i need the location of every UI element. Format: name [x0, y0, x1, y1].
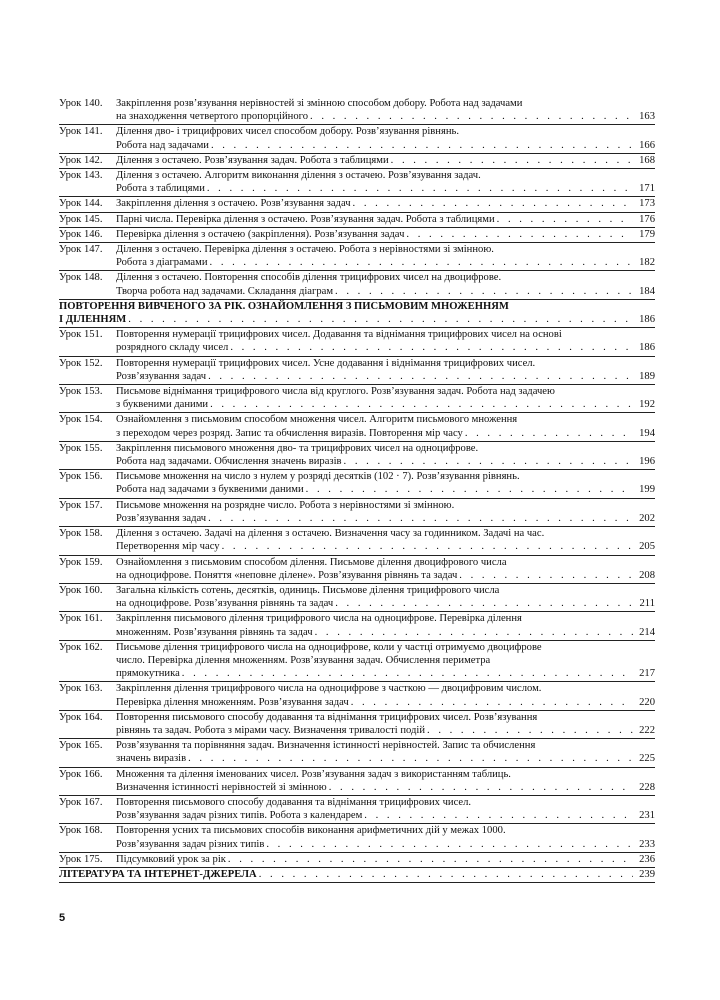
entry-body — [116, 243, 655, 269]
entry-body — [116, 470, 655, 496]
entry-line: на знаходження четвертого пропорційного — [116, 111, 309, 123]
dot-leader — [188, 752, 633, 765]
page-ref: 205 — [639, 541, 655, 553]
toc-entry — [59, 97, 655, 123]
dot-leader — [210, 256, 633, 269]
page-ref: 189 — [639, 370, 655, 382]
page-ref: 228 — [639, 781, 655, 793]
dot-leader — [351, 696, 633, 709]
lesson-label: Урок 159. — [59, 556, 103, 568]
toc-entry — [59, 243, 655, 269]
entry-last-line — [116, 483, 655, 496]
page-ref: 222 — [639, 724, 655, 736]
entry-last-line — [116, 182, 655, 195]
lesson-label: Урок 175. — [59, 853, 103, 865]
entry-line: Письмове ділення трицифрового числа на одноцифрове, коли у частці отримуємо двоцифрове — [116, 641, 542, 653]
dot-leader — [208, 370, 633, 383]
toc-entry — [59, 739, 655, 765]
entry-last-line — [116, 285, 655, 298]
entry-line: Повторення письмового способу додавання та віднімання трицифрових чисел. — [116, 796, 472, 808]
entry-line: Перевірка ділення множенням. Розв’язування задач — [116, 696, 349, 708]
entry-last-line — [116, 455, 655, 468]
page-ref: 208 — [639, 569, 655, 581]
entry-body — [116, 768, 655, 794]
entry-last-line — [116, 398, 655, 411]
divider — [59, 882, 655, 883]
entry-line: Підсумковий урок за рік — [116, 853, 226, 865]
entry-line: Закріплення розв’язування нерівностей зі змінною способом добору. Робота над задачами — [116, 98, 523, 109]
dot-leader — [211, 139, 633, 152]
entry-last-line — [116, 667, 655, 680]
entry-body — [116, 711, 655, 737]
entry-line: Творча робота над задачами. Складання діаграм — [116, 285, 334, 297]
dot-leader — [335, 597, 633, 610]
entry-line: Ділення з остачею. Задачі на ділення з остачею. Визначення часу за годинником. Задачі на час. — [116, 528, 545, 540]
page-ref: 225 — [639, 753, 655, 765]
dot-leader — [329, 781, 633, 794]
entry-body — [116, 385, 655, 411]
lesson-label: Урок 167. — [59, 796, 103, 808]
lesson-label: Урок 162. — [59, 641, 103, 653]
lesson-label: Урок 140. — [59, 98, 103, 109]
dot-leader — [465, 427, 633, 440]
lesson-label: Урок 146. — [59, 228, 103, 240]
entry-line: Ділення з остачею. Розв’язування задач. Робота з таблицями — [116, 154, 389, 166]
entry-body — [116, 125, 655, 151]
entry-last-line — [116, 139, 655, 152]
entry-line: число. Перевірка ділення множенням. Розв’язування задач. Обчислення периметра — [116, 654, 491, 666]
entry-line: Закріплення письмового множення дво- та трицифрових чисел на одноцифрове. — [116, 442, 479, 454]
toc-entry — [59, 711, 655, 737]
entry-last-line — [116, 512, 655, 525]
dot-leader — [266, 838, 633, 851]
page-ref: 231 — [639, 810, 655, 822]
lesson-label: Урок 160. — [59, 584, 103, 596]
entry-last-line — [116, 696, 655, 709]
lesson-label: Урок 152. — [59, 357, 103, 369]
entry-line: Закріплення письмового ділення трицифрового числа на одноцифрове. Перевірка ділення — [116, 613, 522, 625]
toc-entry — [59, 328, 655, 354]
entry-last-line — [116, 540, 655, 553]
entry-line: Закріплення ділення трицифрового числа на одноцифрове з часткою — двоцифровим числом. — [116, 683, 542, 695]
entry-line: Повторення нумерації трицифрових чисел. Додавання та віднімання трицифрових чисел на основі — [116, 329, 562, 341]
entry-line: Письмове віднімання трицифрового числа від круглого. Розв’язування задач. Робота над задачею — [116, 386, 555, 398]
dot-leader — [208, 512, 633, 525]
entry-body — [116, 641, 655, 681]
entry-last-line — [116, 781, 655, 794]
lesson-label: Урок 151. — [59, 329, 103, 341]
entry-body — [116, 328, 655, 354]
dot-leader — [427, 724, 633, 737]
entry-last-line — [116, 626, 655, 639]
lesson-label: Урок 144. — [59, 198, 103, 210]
toc-entry — [59, 271, 655, 297]
entry-body — [116, 796, 655, 822]
entry-line: на одноцифрове. Розв’язування рівнянь та задач — [116, 598, 334, 610]
page-ref: 186 — [639, 314, 655, 326]
entry-body — [59, 300, 655, 326]
dot-leader — [310, 110, 633, 123]
entry-last-line — [116, 197, 655, 210]
entry-line: Ділення з остачею. Повторення способів ділення трицифрових чисел на двоцифрове. — [116, 272, 502, 284]
entry-line: Ділення дво- і трицифрових чисел способом добору. Розв’язування рівнянь. — [116, 126, 459, 138]
entry-last-line — [116, 427, 655, 440]
dot-leader — [315, 626, 633, 639]
page-ref: 236 — [639, 853, 655, 865]
entry-body — [116, 197, 655, 210]
lesson-label: Урок 154. — [59, 414, 103, 426]
page-ref: 176 — [639, 213, 655, 225]
entry-line: ПОВТОРЕННЯ ВИВЧЕНОГО ЗА РІК. ОЗНАЙОМЛЕННЯ З ПИСЬМОВИМ МНОЖЕННЯМ — [59, 300, 509, 312]
dot-leader — [259, 868, 633, 881]
dot-leader — [344, 455, 633, 468]
page-ref: 233 — [639, 838, 655, 850]
dot-leader — [228, 853, 633, 866]
dot-leader — [364, 809, 633, 822]
entry-last-line — [116, 256, 655, 269]
toc-entry — [59, 853, 655, 866]
toc-entry — [59, 442, 655, 468]
entry-line: Повторення письмового способу додавання та віднімання трицифрових чисел. Розв’язування — [116, 711, 538, 723]
page-ref: 194 — [639, 427, 655, 439]
entry-line: рівнянь та задач. Робота з мірами часу. Визначення тривалості подій — [116, 724, 426, 736]
entry-body — [116, 97, 655, 123]
page-ref: 163 — [639, 111, 655, 123]
entry-line: Робота над задачами. Обчислення значень виразів — [116, 456, 342, 468]
entry-body — [116, 169, 655, 195]
dot-leader — [306, 483, 633, 496]
page-ref: 217 — [639, 668, 655, 680]
entry-body — [116, 271, 655, 297]
entry-body — [116, 824, 655, 850]
entry-last-line — [116, 809, 655, 822]
entry-last-line — [116, 597, 655, 610]
page-ref: 184 — [639, 285, 655, 297]
toc-entry — [59, 682, 655, 708]
entry-last-line — [116, 853, 655, 866]
entry-line: Повторення нумерації трицифрових чисел. Усне додавання і віднімання трицифрових чисел. — [116, 357, 536, 369]
lesson-label: Урок 142. — [59, 154, 103, 166]
entry-body — [116, 442, 655, 468]
entry-body — [116, 612, 655, 638]
dot-leader — [406, 228, 633, 241]
entry-last-line — [59, 868, 655, 881]
entry-body — [116, 739, 655, 765]
entry-line: Розв’язування та порівняння задач. Визначення істинності нерівностей. Запис та обчислення — [116, 740, 536, 752]
lesson-label: Урок 147. — [59, 244, 103, 256]
page-ref: 168 — [639, 154, 655, 166]
lesson-label: Урок 163. — [59, 683, 103, 695]
entry-last-line — [116, 724, 655, 737]
toc-entry — [59, 824, 655, 850]
page-ref: 192 — [639, 399, 655, 411]
entry-body — [116, 499, 655, 525]
entry-line: Розв’язування задач — [116, 370, 207, 382]
entry-line: Письмове множення на число з нулем у розряді десятків (102 · 7). Розв’язування рівнянь. — [116, 471, 520, 483]
entry-line: Закріплення ділення з остачею. Розв’язування задач — [116, 198, 351, 210]
dot-leader — [335, 285, 633, 298]
table-of-contents — [59, 97, 655, 883]
entry-last-line — [59, 313, 655, 326]
entry-line: Ознайомлення з письмовим способом ділення. Письмове ділення двоцифрового числа — [116, 556, 507, 568]
entry-line: Парні числа. Перевірка ділення з остачею. Розв’язування задач. Робота з таблицями — [116, 213, 495, 225]
entry-body — [116, 154, 655, 167]
page-ref: 214 — [639, 626, 655, 638]
page-ref: 211 — [639, 598, 655, 610]
toc-entry — [59, 197, 655, 210]
toc-entry — [59, 154, 655, 167]
lesson-label: Урок 141. — [59, 126, 103, 138]
entry-line: Ознайомлення з письмовим способом множення чисел. Алгоритм письмового множення — [116, 414, 518, 426]
toc-entry — [59, 213, 655, 226]
page-ref: 166 — [639, 139, 655, 151]
entry-line: Перетворення мір часу — [116, 541, 220, 553]
lesson-label: Урок 161. — [59, 613, 103, 625]
dot-leader — [497, 213, 633, 226]
toc-entry — [59, 385, 655, 411]
toc-entry — [59, 768, 655, 794]
page-ref: 202 — [639, 512, 655, 524]
entry-line: Робота з діаграмами — [116, 257, 208, 269]
entry-last-line — [116, 154, 655, 167]
entry-body — [116, 853, 655, 866]
dot-leader — [207, 182, 633, 195]
page-number: 5 — [59, 912, 66, 924]
lesson-label: Урок 143. — [59, 170, 103, 182]
dot-leader — [128, 313, 633, 326]
toc-entry — [59, 125, 655, 151]
toc-entry — [59, 584, 655, 610]
entry-line: Розв’язування задач — [116, 512, 207, 524]
toc-entry — [59, 796, 655, 822]
toc-entry — [59, 413, 655, 439]
lesson-label: Урок 164. — [59, 711, 103, 723]
lesson-label: Урок 148. — [59, 272, 103, 284]
lesson-label: Урок 158. — [59, 528, 103, 540]
dot-leader — [182, 667, 633, 680]
entry-line: Повторення усних та письмових способів виконання арифметичних дій у межах 1000. — [116, 825, 506, 837]
entry-line: Робота над задачами — [116, 139, 209, 151]
lesson-label: Урок 156. — [59, 471, 103, 483]
entry-line: на одноцифрове. Поняття «неповне ділене». Розв’язування рівнянь та задач — [116, 569, 458, 581]
entry-line: Визначення істинності нерівностей зі змінною — [116, 781, 327, 793]
page-ref: 179 — [639, 228, 655, 240]
lesson-label: Урок 157. — [59, 499, 103, 511]
entry-body — [116, 556, 655, 582]
entry-line: з переходом через розряд. Запис та обчислення виразів. Повторення мір часу — [116, 427, 463, 439]
entry-line: множенням. Розв’язування рівнянь та задач — [116, 626, 313, 638]
entry-last-line — [116, 341, 655, 354]
page-ref: 196 — [639, 456, 655, 468]
lesson-label: Урок 168. — [59, 825, 103, 837]
entry-line: Множення та ділення іменованих чисел. Розв’язування задач з використанням таблиць. — [116, 768, 511, 780]
entry-line: з буквеними даними — [116, 399, 209, 411]
toc-entry — [59, 499, 655, 525]
dot-leader — [353, 197, 633, 210]
toc-section — [59, 300, 655, 326]
entry-line: прямокутника — [116, 668, 180, 680]
lesson-label: Урок 145. — [59, 213, 103, 225]
page-ref: 171 — [639, 183, 655, 195]
page-ref: 220 — [639, 696, 655, 708]
lesson-label: Урок 165. — [59, 740, 103, 752]
entry-line: Робота над задачами з буквеними даними — [116, 484, 304, 496]
lesson-label: Урок 155. — [59, 442, 103, 454]
entry-body — [116, 527, 655, 553]
toc-entry — [59, 357, 655, 383]
entry-last-line — [116, 110, 655, 123]
toc-entry — [59, 228, 655, 241]
entry-last-line — [116, 213, 655, 226]
dot-leader — [230, 341, 633, 354]
entry-line: Розв’язування задач різних типів — [116, 838, 265, 850]
entry-line: Загальна кількість сотень, десятків, одиниць. Письмове ділення трицифрового числа — [116, 584, 500, 596]
entry-line: Ділення з остачею. Алгоритм виконання ділення з остачею. Розв’язування задач. — [116, 170, 481, 182]
entry-body — [116, 682, 655, 708]
entry-last-line — [116, 569, 655, 582]
page-ref: 182 — [639, 257, 655, 269]
lesson-label: Урок 166. — [59, 768, 103, 780]
page-ref: 186 — [639, 342, 655, 354]
toc-entry — [59, 641, 655, 681]
entry-body — [116, 228, 655, 241]
toc-entry — [59, 470, 655, 496]
page-ref: 239 — [639, 868, 655, 880]
entry-body — [116, 213, 655, 226]
dot-leader — [459, 569, 633, 582]
entry-line: Розв’язування задач різних типів. Робота з календарем — [116, 810, 363, 822]
page-ref: 173 — [639, 198, 655, 210]
entry-body — [59, 868, 655, 881]
entry-line: Робота з таблицями — [116, 183, 205, 195]
lesson-label: Урок 153. — [59, 386, 103, 398]
toc-entry — [59, 556, 655, 582]
toc-section — [59, 868, 655, 881]
entry-last-line — [116, 370, 655, 383]
page-ref: 199 — [639, 484, 655, 496]
entry-last-line — [116, 228, 655, 241]
dot-leader — [210, 398, 633, 411]
entry-line: ЛІТЕРАТУРА ТА ІНТЕРНЕТ-ДЖЕРЕЛА — [59, 868, 257, 880]
entry-line: Ділення з остачею. Перевірка ділення з остачею. Робота з нерівностями зі змінною. — [116, 244, 494, 256]
toc-entry — [59, 527, 655, 553]
entry-body — [116, 413, 655, 439]
entry-last-line — [116, 752, 655, 765]
toc-entry — [59, 612, 655, 638]
dot-leader — [222, 540, 633, 553]
dot-leader — [391, 154, 633, 167]
entry-line: значень виразів — [116, 753, 187, 765]
entry-last-line — [116, 838, 655, 851]
entry-line: розрядного складу чисел — [116, 342, 229, 354]
entry-line: Перевірка ділення з остачею (закріплення). Розв’язування задач — [116, 228, 405, 240]
toc-entry — [59, 169, 655, 195]
entry-body — [116, 584, 655, 610]
entry-line: І ДІЛЕННЯМ — [59, 314, 127, 326]
entry-line: Письмове множення на розрядне число. Робота з нерівностями зі змінною. — [116, 499, 455, 511]
entry-body — [116, 357, 655, 383]
